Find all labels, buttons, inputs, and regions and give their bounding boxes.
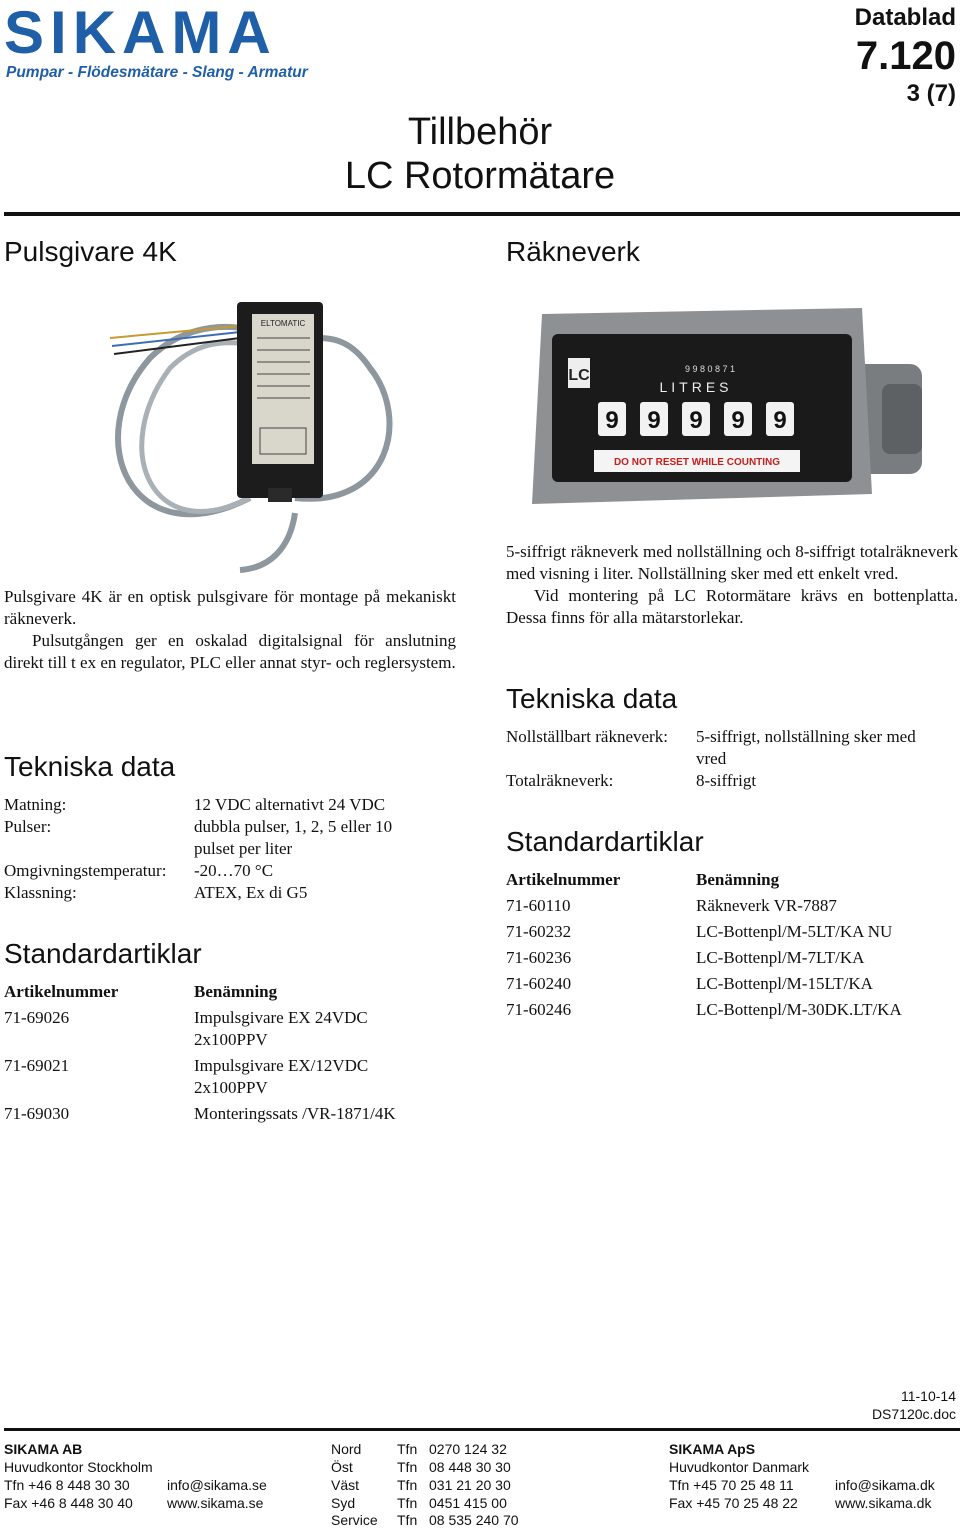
section-heading-pulsgivare: Pulsgivare 4K: [4, 236, 177, 267]
region-tfn-label: Tfn: [397, 1477, 418, 1493]
spec-value-cont: pulset per liter: [194, 839, 293, 858]
region-phone: 0451 415 00: [429, 1495, 507, 1511]
pulsgivare-intro-p1: Pulsgivare 4K är en optisk pulsgivare för montage på mekaniskt räkneverk.: [4, 587, 456, 628]
articles-header: [4, 981, 454, 1003]
region-phone: 031 21 20 30: [429, 1477, 511, 1493]
spec-key: Klassning:: [4, 883, 77, 902]
header-rule: [4, 212, 960, 216]
spec-key: Matning:: [4, 795, 67, 814]
region-tfn-label: Tfn: [397, 1459, 418, 1475]
spec-row: [4, 794, 454, 816]
spec-key: Omgivningstemperatur:: [4, 861, 167, 880]
counter-total-reading: 9 9 8 0 8 7 1: [684, 364, 736, 374]
sikama-logo: [4, 0, 344, 84]
logo-wordmark: SIKAMA: [4, 0, 277, 66]
rakneverk-image: [532, 304, 932, 514]
spec-value: dubbla pulser, 1, 2, 5 eller 10: [194, 817, 393, 836]
spec-key: Nollställbart räkneverk:: [506, 727, 668, 746]
spec-row: [4, 860, 454, 882]
article-number: 71-69021: [4, 1056, 70, 1075]
doc-label: Datablad: [854, 4, 956, 31]
rakneverk-intro-p1: 5-siffrigt räkneverk med nollställning och 8-siffrigt totalräkneverk med visning i liter. Nollställning sker med ett enkelt vred.: [506, 542, 958, 583]
page-title: Tillbehör: [407, 111, 553, 153]
article-row: [506, 895, 958, 917]
spec-row: [506, 726, 958, 770]
article-number: 71-60246: [506, 1000, 572, 1019]
article-number: 71-60110: [506, 896, 571, 915]
article-name-cont: 2x100PPV: [194, 1078, 268, 1097]
region-phone: 0270 124 32: [429, 1441, 507, 1457]
pulsgivare-image: [90, 298, 410, 574]
se-company: SIKAMA AB: [4, 1441, 83, 1457]
article-name: Impulsgivare EX 24VDC: [194, 1008, 368, 1027]
region-tfn-label: Tfn: [397, 1441, 418, 1457]
footer-date: 11-10-14: [900, 1388, 956, 1404]
footer-rule: [4, 1428, 960, 1431]
article-name: LC-Bottenpl/M-15LT/KA: [696, 974, 873, 993]
region-tfn-label: Tfn: [397, 1512, 418, 1528]
section-heading-standardartiklar-left: Standardartiklar: [4, 938, 202, 969]
articles-header: [506, 869, 958, 891]
region-name: Öst: [331, 1459, 353, 1475]
article-row: [4, 1055, 454, 1099]
article-row: [506, 921, 958, 943]
counter-digit: 9: [605, 407, 619, 434]
spec-value: 12 VDC alternativt 24 VDC: [194, 795, 386, 814]
dk-company: SIKAMA ApS: [669, 1441, 756, 1457]
spec-key: Pulser:: [4, 817, 52, 836]
section-heading-standardartiklar-right: Standardartiklar: [506, 826, 704, 857]
counter-digit: 9: [773, 407, 787, 434]
device-label-text: ELTOMATIC: [260, 319, 306, 328]
rakneverk-description: [506, 541, 958, 629]
col-artikelnummer: Artikelnummer: [506, 870, 621, 889]
article-row: [506, 999, 958, 1021]
article-number: 71-69026: [4, 1008, 70, 1027]
dk-email-link[interactable]: info@sikama.dk: [835, 1477, 935, 1493]
se-phone: Tfn +46 8 448 30 30: [4, 1477, 130, 1493]
article-number: 71-60236: [506, 948, 572, 967]
region-phone: 08 535 240 70: [429, 1512, 519, 1528]
dk-phone: Tfn +45 70 25 48 11: [669, 1477, 794, 1493]
article-name: Räkneverk VR-7887: [696, 896, 837, 915]
article-row: [4, 1103, 454, 1125]
spec-value: 8-siffrigt: [696, 771, 757, 790]
counter-unit: LITRES: [659, 379, 733, 395]
dk-web-link[interactable]: www.sikama.dk: [835, 1495, 932, 1511]
spec-value: ATEX, Ex di G5: [194, 883, 308, 902]
col-artikelnummer: Artikelnummer: [4, 982, 119, 1001]
spec-row: [506, 770, 958, 792]
spec-value: 5-siffrigt, nollställning sker med: [696, 727, 916, 746]
se-office: Huvudkontor Stockholm: [4, 1459, 153, 1475]
article-name: LC-Bottenpl/M-5LT/KA NU: [696, 922, 893, 941]
article-number: 71-60232: [506, 922, 572, 941]
footer-filename: DS7120c.doc: [871, 1406, 956, 1422]
dk-fax: Fax +45 70 25 48 22: [669, 1495, 798, 1511]
region-name: Väst: [331, 1477, 360, 1493]
region-name: Nord: [331, 1441, 362, 1457]
pulsgivare-intro-p2: Pulsutgången ger en oskalad digitalsignal för anslutning direkt till t ex en regulator, PLC eller annat styr- och reglersystem.: [4, 631, 456, 672]
spec-row: [4, 882, 454, 904]
article-number: 71-60240: [506, 974, 572, 993]
section-heading-tekniska-data-left: Tekniska data: [4, 751, 176, 782]
counter-digit: 9: [647, 407, 661, 434]
counter-digit: 9: [689, 407, 703, 434]
spec-value: -20…70 °C: [194, 861, 274, 880]
region-phone: 08 448 30 30: [429, 1459, 511, 1475]
pulsgivare-description: [4, 586, 456, 674]
article-name: LC-Bottenpl/M-7LT/KA: [696, 948, 865, 967]
rakneverk-intro-p2: Vid montering på LC Rotormätare krävs en bottenplatta. Dessa finns för alla mätarstorlekar.: [506, 586, 958, 627]
article-name: Monteringssats /VR-1871/4K: [194, 1104, 396, 1123]
svg-text:LC: LC: [568, 367, 590, 384]
section-heading-rakneverk: Räkneverk: [506, 236, 640, 267]
dk-office: Huvudkontor Danmark: [669, 1459, 810, 1475]
region-name: Syd: [331, 1495, 356, 1511]
article-row: [506, 947, 958, 969]
se-email-link[interactable]: info@sikama.se: [167, 1477, 267, 1493]
spec-row: [4, 816, 454, 860]
region-name: Service: [331, 1512, 378, 1528]
section-heading-tekniska-data-right: Tekniska data: [506, 683, 678, 714]
article-name: LC-Bottenpl/M-30DK.LT/KA: [696, 1000, 902, 1019]
spec-value-cont: vred: [696, 749, 727, 768]
doc-number: 7.120: [855, 34, 956, 78]
article-number: 71-69030: [4, 1104, 70, 1123]
logo-tagline: Pumpar - Flödesmätare - Slang - Armatur: [6, 64, 308, 81]
page-subtitle: LC Rotormätare: [344, 155, 616, 197]
article-name-cont: 2x100PPV: [194, 1030, 268, 1049]
se-fax: Fax +46 8 448 30 40: [4, 1495, 133, 1511]
col-benamning: Benämning: [696, 870, 780, 889]
col-benamning: Benämning: [194, 982, 278, 1001]
article-name: Impulsgivare EX/12VDC: [194, 1056, 369, 1075]
counter-digit: 9: [731, 407, 745, 434]
se-web-link[interactable]: www.sikama.se: [167, 1495, 264, 1511]
counter-warning: DO NOT RESET WHILE COUNTING: [613, 457, 781, 468]
region-tfn-label: Tfn: [397, 1495, 418, 1511]
spec-key: Totalräkneverk:: [506, 771, 614, 790]
article-row: [4, 1007, 454, 1051]
article-row: [506, 973, 958, 995]
doc-page: 3 (7): [906, 80, 956, 107]
